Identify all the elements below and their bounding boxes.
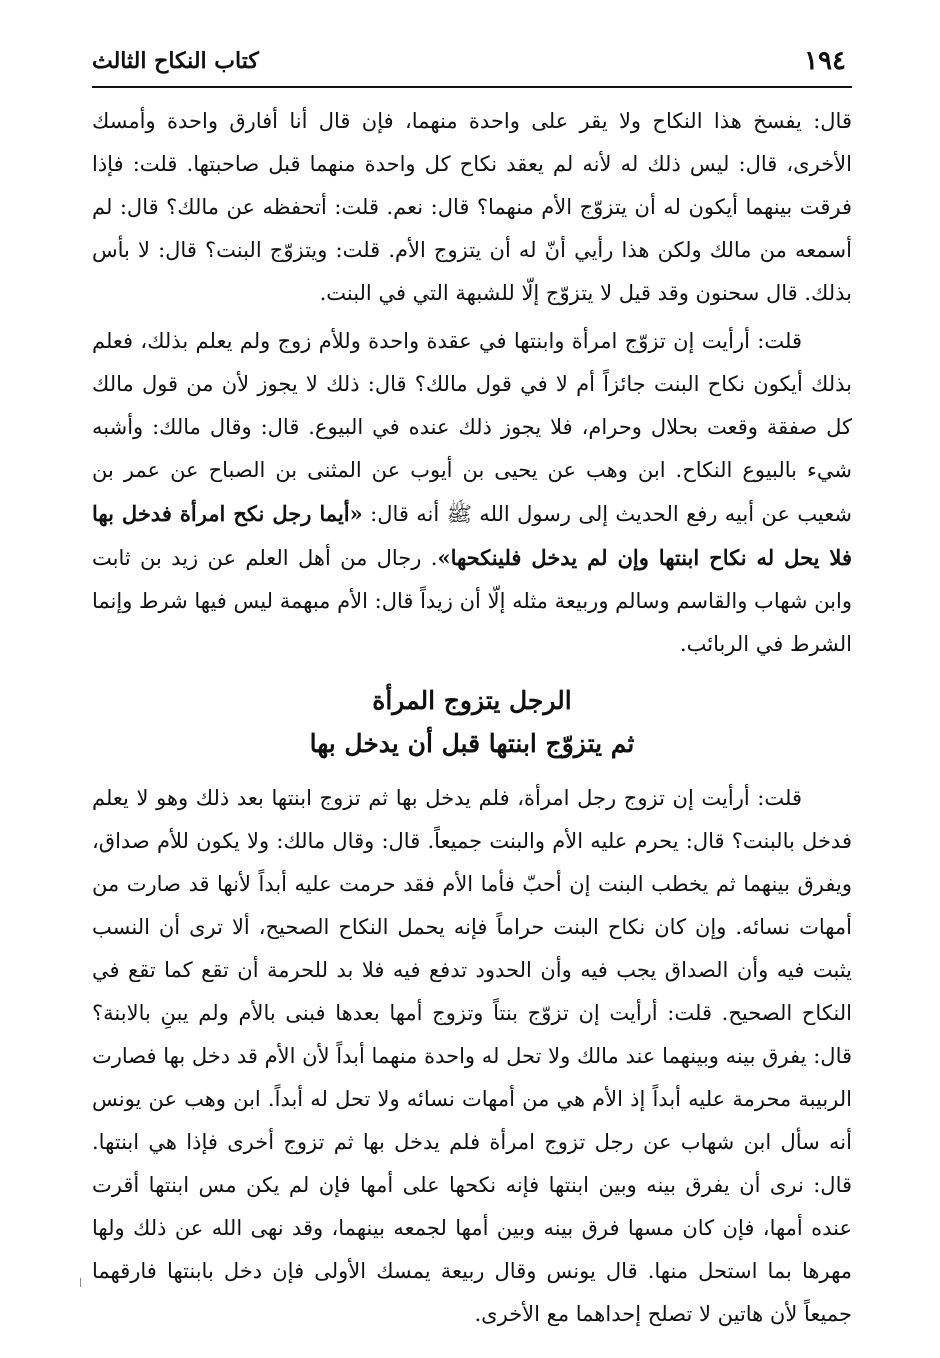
paragraph-3-text: قلت: أرأيت إن تزوج رجل امرأة، فلم يدخل بها ثم تزوج ابنتها بعد ذلك وهو لا يعلم فدخل بالبنت؟ قال: يحرم عليه الأم والبنت جميعاً. قال: وقال مالك: ولا يكون للأم صداق، ويفرق بينهما ثم يخطب البنت إن أحبّ فأما الأم فقد حرمت عليه أبداً لأنها قد صارت من أمهات نسائه. وإن كان نكاح البنت حراماً فإنه يحمل النكاح الصحيح، ألا ترى أن النسب يثبت فيه وأن الصداق يجب فيه وأن الحدود تدفع فيه فلا بد للحرمة أن تقع كما تقع في النكاح الصحيح. قلت: أرأيت إن تزوّج بنتاً وتزوج أمها بعدها فبنى بالأم ولم يبنِ بالابنة؟ قال: يفرق بينه وبينهما عند مالك ولا تحل له واحدة منهما أبداً لأن الأم قد دخل بها فصارت الربيبة محرمة عليه أبداً إذ الأم هي من أمهات نسائه ولا تحل له أبداً. [92,786,852,1111]
paragraph-2 [92,320,852,666]
section-heading-line-2: ثم يتزوّج ابنتها قبل أن يدخل بها [309,729,635,758]
page-number: ١٩٤ [804,46,846,76]
book-title: كتاب النكاح الثالث [92,48,259,74]
body-text [92,100,852,1336]
margin-mark [80,1278,81,1287]
paragraph-2-text: قلت: أرأيت إن تزوّج امرأة وابنتها في عقدة واحدة وللأم زوج ولم يعلم بذلك، فعلم بذلك أيكون نكاح البنت جائزاً أم لا في قول مالك؟ قال: ذلك لا يجوز لأن من قول مالك كل صفقة وقعت بحلال وحرام، فلا يجوز ذلك عنده في البيوع. قال: وقال مالك: وأشبه شيء بالبيوع النكاح. ابن وهب عن يحيى بن أيوب عن المثنى بن الصباح عن عمر بن شعيب عن أبيه رفع الحديث إلى رسول الله ﷺ أنه قال: [92,329,852,526]
paragraph-1: قال: يفسخ هذا النكاح ولا يقر على واحدة منهما، فإن قال أنا أفارق واحدة وأمسك الأخرى، قال: ليس ذلك له لأنه لم يعقد نكاح كل واحدة منهما قبل صاحبتها. قلت: فإذا فرقت بينهما أيكون له أن يتزوّج الأم منهما؟ قال: نعم. قلت: أتحفظه عن مالك؟ قال: لم أسمعه من مالك ولكن هذا رأيي أنّ له أن يتزوج الأم. قلت: ويتزوّج البنت؟ قال: لا بأس بذلك. قال سحنون وقد قيل لا يتزوّج إلّا للشبهة التي في البنت. [92,109,852,305]
section-heading [92,679,852,765]
hadith-quote: «أيما رجل نكح امرأة فدخل بها فلا يحل له نكاح ابنتها وإن لم يدخل فلينكحها» [92,501,852,570]
paragraph-3 [92,777,852,1336]
section-heading-line-1: الرجل يتزوج المرأة [372,686,572,715]
running-header [92,40,852,88]
paragraph-2-continuation: . رجال من أهل العلم عن زيد بن ثابت وابن شهاب والقاسم وسالم وربيعة مثله إلّا أن زيداً قال: الأم مبهمة ليس فيها شرط وإنما الشرط في الربائب. [92,546,852,656]
paragraph-3-continuation: ابن وهب عن يونس أنه سأل ابن شهاب عن رجل تزوج امرأة فلم يدخل بها ثم تزوج أخرى فإذا هي ابنتها. قال: نرى أن يفرق بينه وبين ابنتها فإنه نكحها على أمها فإن لم يكن مس ابنتها أقرت عنده أمها، فإن كان مسها فرق بينه وبين أمها لجمعه بينهما، وقد نهى الله عن ذلك ولها مهرها بما استحل منها. قال يونس وقال ربيعة يمسك الأولى فإن دخل بابنتها فارقهما جميعاً لأن هاتين لا تصلح إحداهما مع الأخرى. [92,1087,852,1326]
